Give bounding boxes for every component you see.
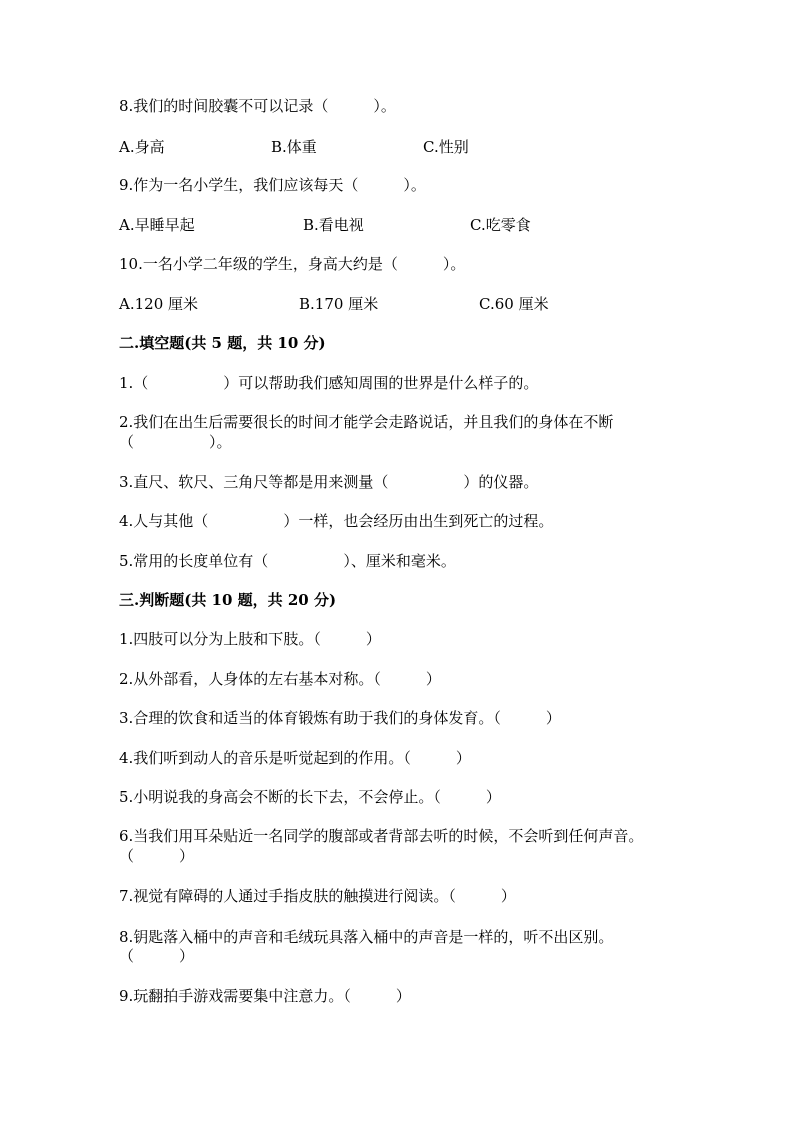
fill-blank-item: 5.常用的长度单位有（ ）、厘米和毫米。: [119, 552, 456, 570]
option-a: A.早睡早起: [119, 216, 195, 234]
fill-blank-item: 2.我们在出生后需要很长的时间才能学会走路说话，并且我们的身体在不断: [119, 413, 614, 431]
judgment-item: 5.小明说我的身高会不断的长下去，不会停止。（ ）: [119, 788, 501, 806]
judgment-item: 8.钥匙落入桶中的声音和毛绒玩具落入桶中的声音是一样的，听不出区别。: [119, 928, 614, 946]
option-b: B.体重: [271, 138, 317, 156]
fill-blank-item: 1.（ ）可以帮助我们感知周围的世界是什么样子的。: [119, 374, 539, 392]
fill-blank-item: 3.直尺、软尺、三角尺等都是用来测量（ ）的仪器。: [119, 473, 539, 491]
question-stem: 8.我们的时间胶囊不可以记录（ ）。: [119, 97, 396, 115]
question-stem: 10.一名小学二年级的学生，身高大约是（ ）。: [119, 255, 466, 273]
judgment-item: 2.从外部看，人身体的左右基本对称。（ ）: [119, 670, 441, 688]
option-b: B.看电视: [303, 216, 364, 234]
section-title: 二.填空题(共 5 题，共 10 分): [119, 334, 326, 352]
judgment-item-continuation: （ ）: [119, 847, 195, 865]
judgment-item: 9.玩翻拍手游戏需要集中注意力。（ ）: [119, 987, 411, 1005]
option-c: C.60 厘米: [479, 295, 549, 313]
judgment-item-continuation: （ ）: [119, 947, 195, 965]
option-c: C.性别: [423, 138, 469, 156]
judgment-item: 4.我们听到动人的音乐是听觉起到的作用。（ ）: [119, 749, 471, 767]
fill-blank-item-continuation: （ ）。: [119, 433, 232, 451]
option-a: A.身高: [119, 138, 165, 156]
option-c: C.吃零食: [470, 216, 531, 234]
option-a: A.120 厘米: [119, 295, 198, 313]
option-b: B.170 厘米: [299, 295, 379, 313]
judgment-item: 1.四肢可以分为上肢和下肢。（ ）: [119, 630, 381, 648]
fill-blank-item: 4.人与其他（ ）一样，也会经历由出生到死亡的过程。: [119, 512, 554, 530]
judgment-item: 6.当我们用耳朵贴近一名同学的腹部或者背部去听的时候，不会听到任何声音。: [119, 827, 644, 845]
question-stem: 9.作为一名小学生，我们应该每天（ ）。: [119, 176, 426, 194]
section-title: 三.判断题(共 10 题，共 20 分): [119, 591, 337, 609]
judgment-item: 3.合理的饮食和适当的体育锻炼有助于我们的身体发育。（ ）: [119, 709, 561, 727]
judgment-item: 7.视觉有障碍的人通过手指皮肤的触摸进行阅读。（ ）: [119, 887, 516, 905]
